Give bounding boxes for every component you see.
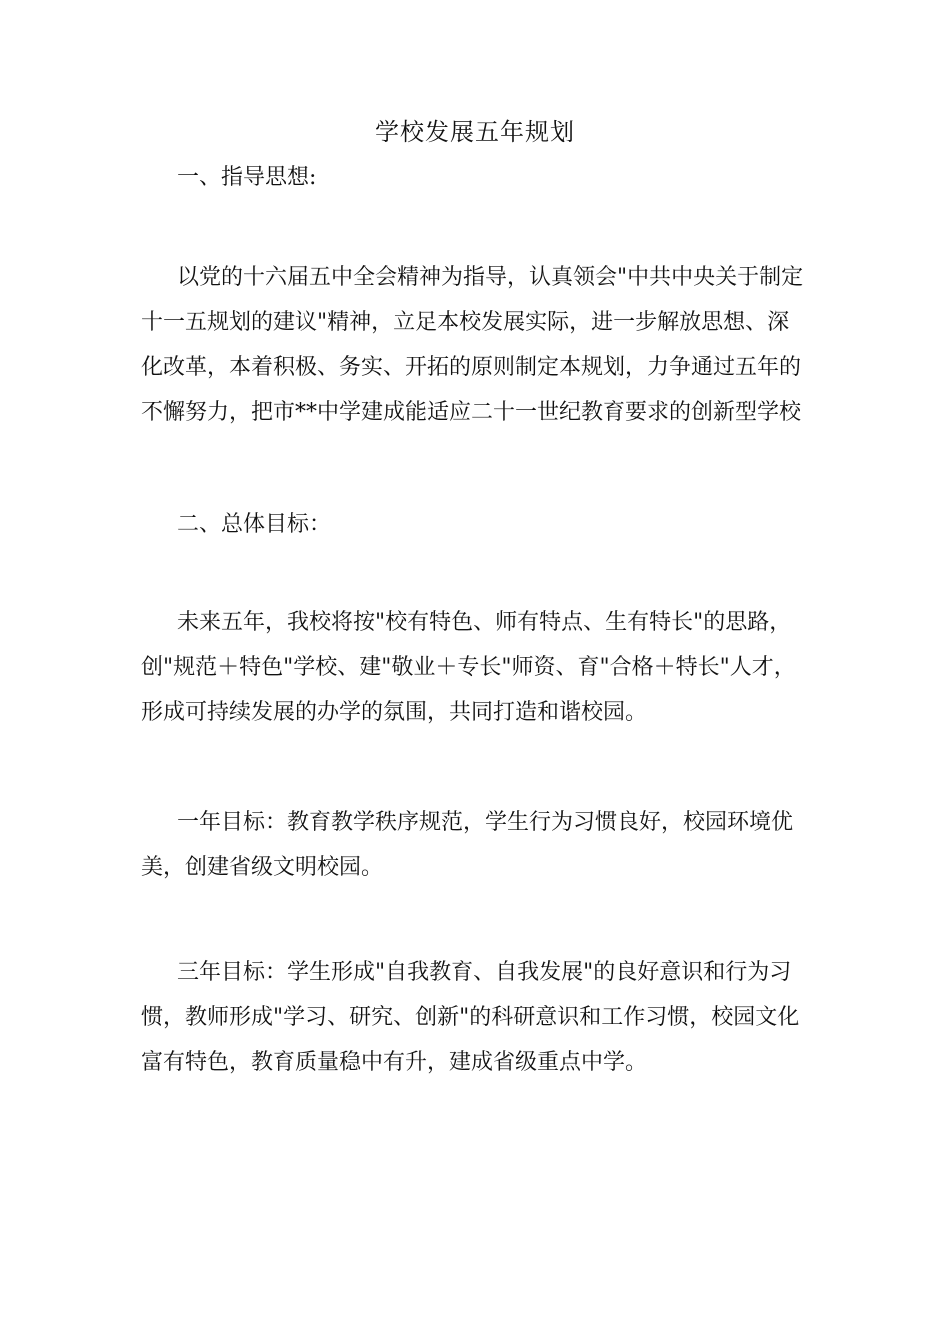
paragraph-line: 未来五年，我校将按"校有特色、师有特点、生有特长"的思路， xyxy=(177,610,792,635)
section-heading-guiding-ideology: 一、指导思想: xyxy=(177,165,317,190)
paragraph-overall-goals xyxy=(141,600,811,735)
document-title: 学校发展五年规划 xyxy=(375,118,575,146)
paragraph-line: 十一五规划的建议"精神，立足本校发展实际，进一步解放思想、深 xyxy=(141,310,790,335)
paragraph-three-year-goal xyxy=(141,950,811,1085)
paragraph-line: 以党的十六届五中全会精神为指导，认真领会"中共中央关于制定 xyxy=(177,265,804,290)
paragraph-line: 形成可持续发展的办学的氛围，共同打造和谐校园。 xyxy=(141,700,648,725)
paragraph-line: 三年目标：学生形成"自我教育、自我发展"的良好意识和行为习 xyxy=(177,960,792,985)
paragraph-line: 创"规范＋特色"学校、建"敬业＋专长"师资、育"合格＋特长"人才， xyxy=(141,655,796,680)
paragraph-line: 一年目标：教育教学秩序规范，学生行为习惯良好，校园环境优 xyxy=(177,810,794,835)
paragraph-line: 惯，教师形成"学习、研究、创新"的科研意识和工作习惯，校园文化 xyxy=(141,1005,800,1030)
paragraph-one-year-goal xyxy=(141,800,811,890)
paragraph-line: 不懈努力，把市**中学建成能适应二十一世纪教育要求的创新型学校 xyxy=(141,400,802,425)
paragraph-line: 美，创建省级文明校园。 xyxy=(141,855,384,880)
paragraph-line: 富有特色，教育质量稳中有升，建成省级重点中学。 xyxy=(141,1050,648,1075)
section-heading-overall-goals: 二、总体目标： xyxy=(177,512,332,537)
paragraph-line: 化改革，本着积极、务实、开拓的原则制定本规划，力争通过五年的 xyxy=(141,355,802,380)
paragraph-guiding-ideology xyxy=(141,255,811,435)
